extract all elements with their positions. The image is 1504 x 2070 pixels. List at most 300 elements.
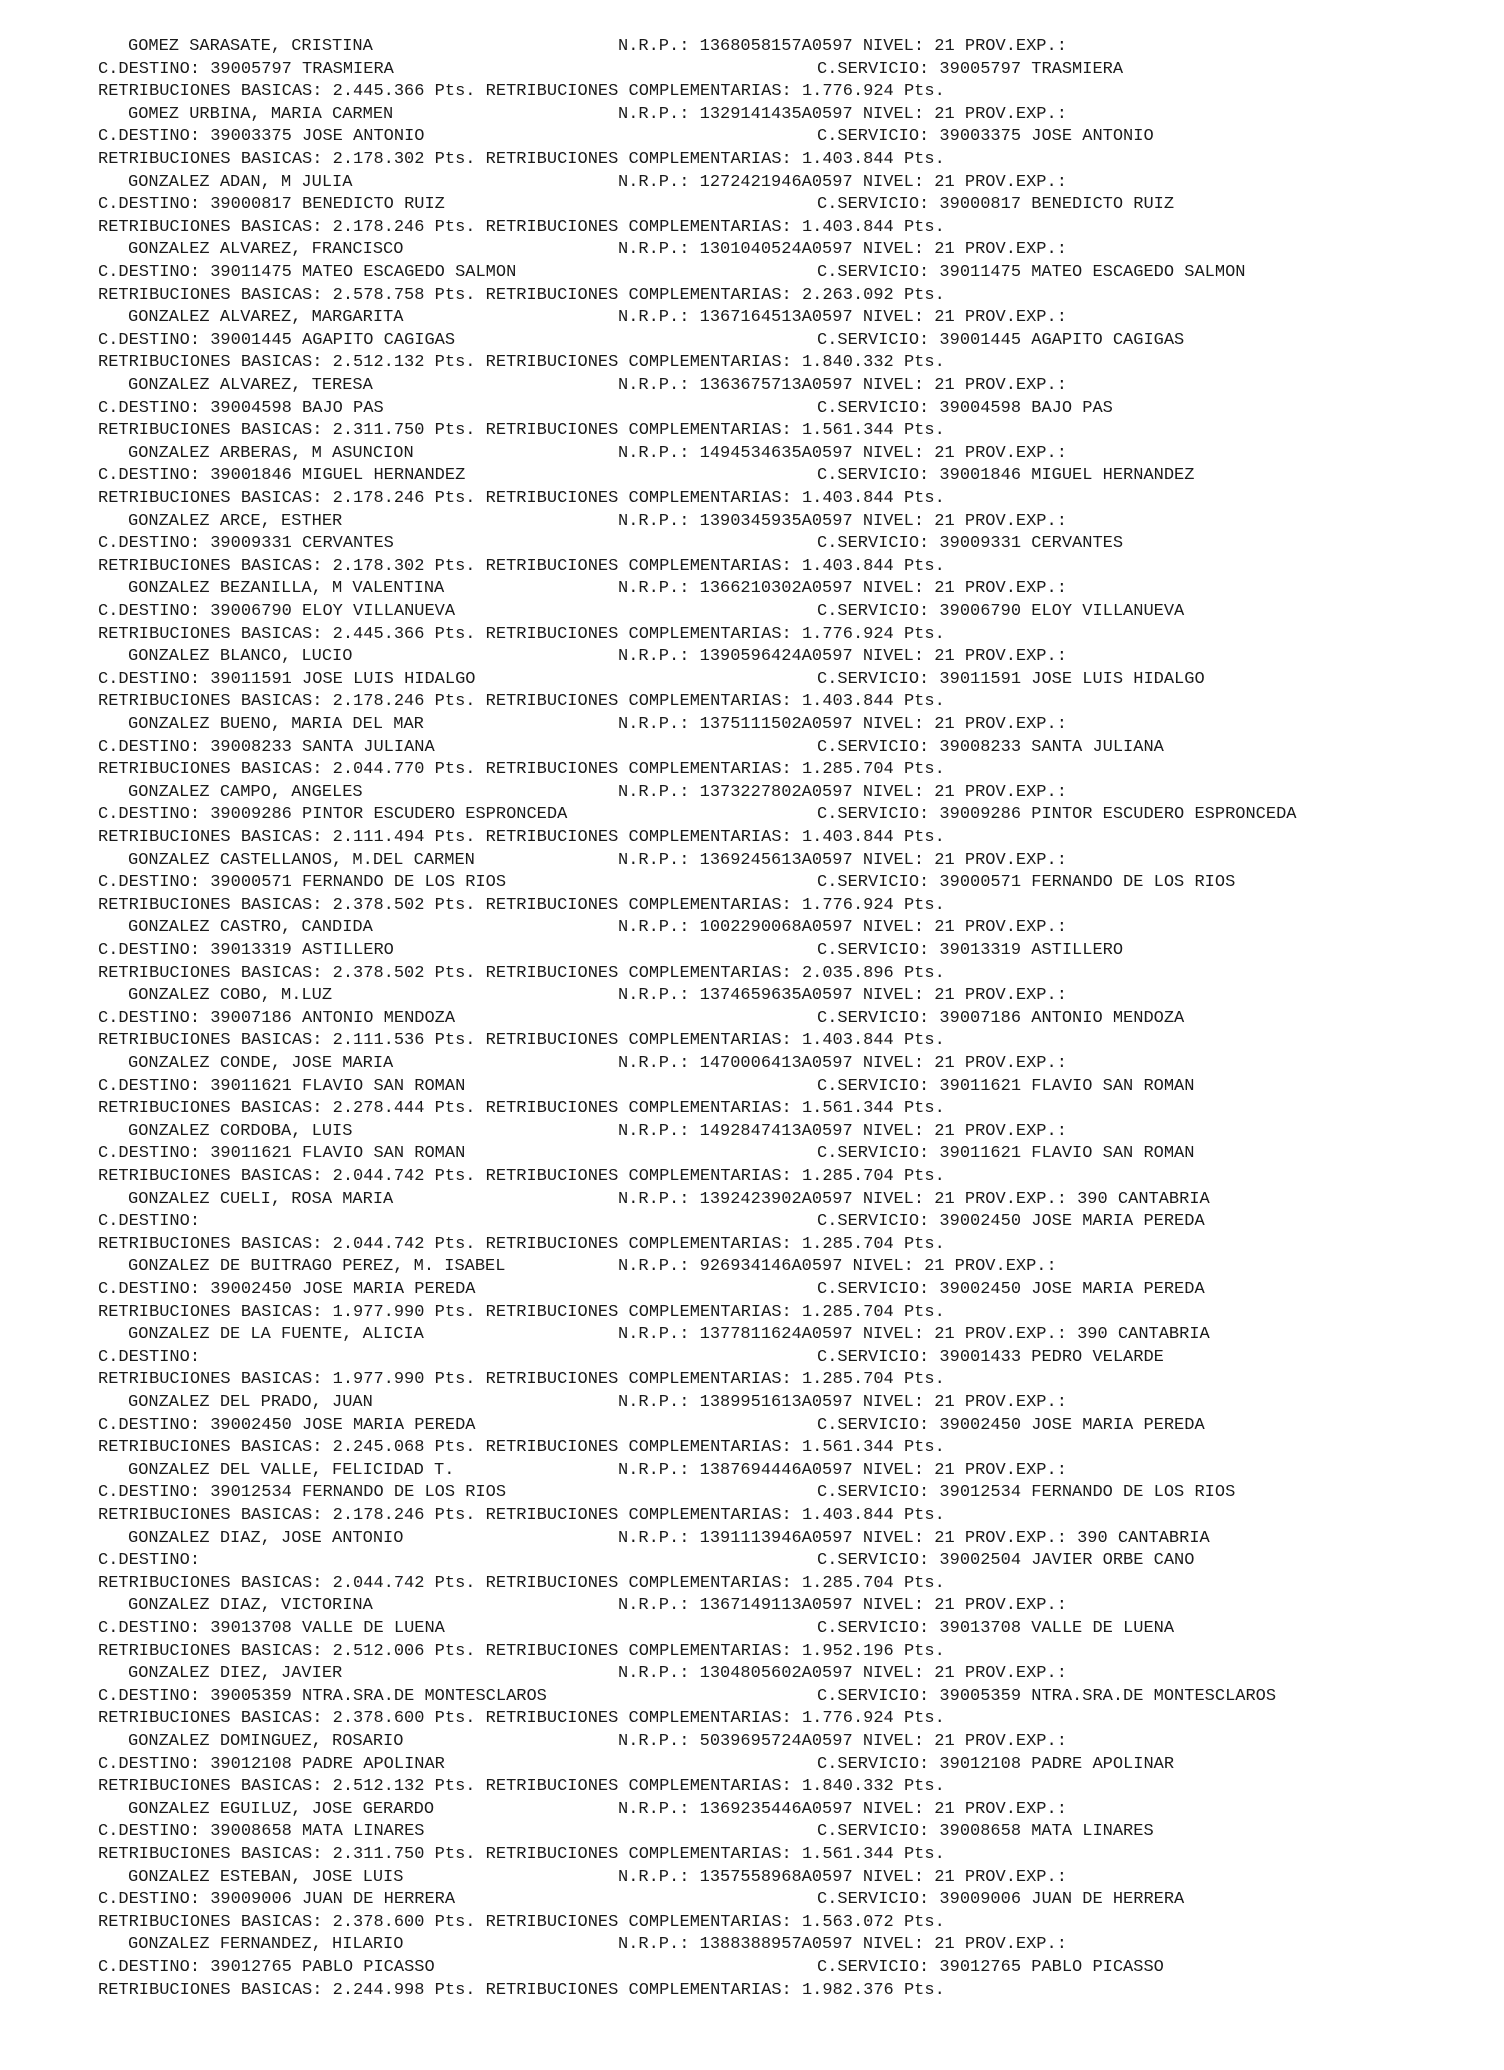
complementarias-label: Pts. RETRIBUCIONES COMPLEMENTARIAS: [424, 1573, 802, 1593]
employee-name: GONZALEZ ALVAREZ, FRANCISCO [128, 240, 404, 260]
nrp-value: 1387694446A0597 [699, 1460, 853, 1480]
prov-label: PROV.EXP.: [954, 1189, 1067, 1209]
complementarias-label: Pts. RETRIBUCIONES COMPLEMENTARIAS: [424, 963, 802, 983]
destino-value: 39012108 PADRE APOLINAR [200, 1754, 445, 1774]
nrp-label: N.R.P.: [618, 1121, 700, 1141]
nivel-value: 21 [934, 1596, 955, 1616]
nrp-nivel-prov [618, 646, 1067, 669]
record-pay-line [0, 1030, 945, 1053]
nrp-nivel-prov [618, 985, 1067, 1008]
complementarias-value: 1.840.332 [801, 353, 894, 373]
prov-value: 390 CANTABRIA [1066, 1189, 1210, 1209]
pts-label: Pts. [893, 1302, 945, 1322]
employee-record [0, 307, 1185, 375]
basicas-value: 2.245.068 [332, 1438, 425, 1458]
basicas-value: 2.278.444 [332, 1099, 425, 1119]
basicas-label: RETRIBUCIONES BASICAS: [98, 827, 333, 847]
prov-label: PROV.EXP.: [954, 1731, 1067, 1751]
employee-record [0, 511, 1124, 579]
record-center-line [0, 262, 1246, 285]
nivel-value: 21 [934, 443, 955, 463]
nivel-value: 21 [934, 1189, 955, 1209]
nrp-value: 1366210302A0597 [699, 579, 853, 599]
record-pay-line [0, 1166, 945, 1189]
servicio-label: C.SERVICIO: [817, 59, 940, 79]
prov-label: PROV.EXP.: [954, 1121, 1067, 1141]
complementarias-label: Pts. RETRIBUCIONES COMPLEMENTARIAS: [424, 421, 802, 441]
basicas-label: RETRIBUCIONES BASICAS: [98, 1166, 333, 1186]
record-header-line [0, 1392, 1067, 1415]
record-center-line [0, 1076, 1195, 1099]
basicas-value: 2.445.366 [332, 82, 425, 102]
record-header-line [0, 578, 1067, 601]
record-header-line [0, 850, 1067, 873]
complementarias-label: Pts. RETRIBUCIONES COMPLEMENTARIAS: [424, 1777, 802, 1797]
basicas-value: 2.311.750 [332, 1844, 425, 1864]
pts-label: Pts. [893, 963, 945, 983]
record-center-line [0, 533, 1124, 556]
nrp-label: N.R.P.: [618, 918, 700, 938]
destino-value: 39009006 JUAN DE HERRERA [200, 1890, 456, 1910]
servicio-value: 39004598 BAJO PAS [939, 398, 1113, 418]
record-center-line [0, 1211, 1205, 1234]
prov-label: PROV.EXP.: [954, 1596, 1067, 1616]
servicio [817, 1957, 1164, 1980]
employee-record [0, 646, 1205, 714]
employee-record [0, 985, 1185, 1053]
destino-label: C.DESTINO: [98, 669, 201, 689]
complementarias-value: 1.285.704 [801, 1234, 894, 1254]
complementarias-label: Pts. RETRIBUCIONES COMPLEMENTARIAS: [424, 488, 802, 508]
pts-label: Pts. [893, 624, 945, 644]
nrp-label: N.R.P.: [618, 714, 700, 734]
prov-label: PROV.EXP.: [954, 918, 1067, 938]
record-header-line [0, 646, 1067, 669]
record-pay-line [0, 1573, 945, 1596]
prov-label: PROV.EXP.: [954, 240, 1067, 260]
servicio [817, 804, 1296, 827]
servicio [817, 126, 1154, 149]
basicas-label: RETRIBUCIONES BASICAS: [98, 1370, 333, 1390]
nivel-value: 21 [934, 1325, 955, 1345]
record-header-line [0, 1934, 1067, 1957]
destino-value: 39006790 ELOY VILLANUEVA [200, 601, 456, 621]
servicio-value: 39011475 MATEO ESCAGEDO SALMON [939, 262, 1246, 282]
nivel-label: NIVEL: [852, 986, 935, 1006]
servicio [817, 1482, 1235, 1505]
employee-record [0, 1256, 1205, 1324]
complementarias-value: 1.561.344 [801, 421, 894, 441]
destino-label: C.DESTINO: [98, 1551, 201, 1571]
destino [98, 465, 465, 488]
basicas-value: 2.311.750 [332, 421, 425, 441]
basicas-value: 2.578.758 [332, 285, 425, 305]
nivel-value: 21 [934, 1121, 955, 1141]
nrp-nivel-prov [618, 782, 1067, 805]
servicio-value: 39011621 FLAVIO SAN ROMAN [939, 1076, 1195, 1096]
prov-label: PROV.EXP.: [954, 308, 1067, 328]
basicas-label: RETRIBUCIONES BASICAS: [98, 1573, 333, 1593]
nivel-label: NIVEL: [852, 1596, 935, 1616]
servicio-value: 39013319 ASTILLERO [939, 940, 1124, 960]
nrp-nivel-prov [618, 1460, 1067, 1483]
prov-label: PROV.EXP.: [954, 1867, 1067, 1887]
employee-record [0, 1528, 1210, 1596]
retribuciones [98, 1708, 945, 1731]
servicio-value: 39005359 NTRA.SRA.DE MONTESCLAROS [939, 1686, 1277, 1706]
basicas-value: 2.178.246 [332, 217, 425, 237]
nivel-value: 21 [934, 918, 955, 938]
nivel-value: 21 [934, 37, 955, 56]
servicio-label: C.SERVICIO: [817, 262, 940, 282]
employee-record [0, 1595, 1175, 1663]
complementarias-value: 1.776.924 [801, 1709, 894, 1729]
nrp-value: 1388388957A0597 [699, 1935, 853, 1955]
nrp-value: 1368058157A0597 [699, 37, 853, 56]
nrp-label: N.R.P.: [618, 986, 700, 1006]
complementarias-value: 1.776.924 [801, 82, 894, 102]
servicio-value: 39009286 PINTOR ESCUDERO ESPRONCEDA [939, 805, 1297, 825]
employee-name: GONZALEZ CONDE, JOSE MARIA [128, 1053, 394, 1073]
nivel-value: 21 [934, 1392, 955, 1412]
basicas-label: RETRIBUCIONES BASICAS: [98, 1302, 333, 1322]
complementarias-value: 1.561.344 [801, 1438, 894, 1458]
record-pay-line [0, 81, 945, 104]
nrp-nivel-prov [618, 850, 1067, 873]
prov-label: PROV.EXP.: [954, 375, 1067, 395]
record-header-line [0, 782, 1067, 805]
nrp-label: N.R.P.: [618, 443, 700, 463]
nrp-nivel-prov [618, 1189, 1210, 1212]
nrp-value: 1373227802A0597 [699, 782, 853, 802]
retribuciones [98, 1098, 945, 1121]
servicio [817, 669, 1205, 692]
nrp-nivel-prov [618, 1663, 1067, 1686]
destino-label: C.DESTINO: [98, 1008, 201, 1028]
servicio [817, 465, 1194, 488]
employee-record [0, 1867, 1185, 1935]
nivel-value: 21 [934, 1460, 955, 1480]
employee-name: GONZALEZ EGUILUZ, JOSE GERARDO [128, 1799, 435, 1819]
record-pay-line [0, 1369, 945, 1392]
record-center-line [0, 194, 1175, 217]
servicio-label: C.SERVICIO: [817, 127, 940, 147]
nivel-label: NIVEL: [852, 1121, 935, 1141]
complementarias-value: 1.285.704 [801, 1573, 894, 1593]
servicio [817, 1211, 1205, 1234]
destino-label: C.DESTINO: [98, 1483, 201, 1503]
retribuciones [98, 895, 945, 918]
pts-label: Pts. [893, 895, 945, 915]
retribuciones [98, 1369, 945, 1392]
pts-label: Pts. [893, 1980, 945, 2000]
destino-value: 39001846 MIGUEL HERNANDEZ [200, 466, 466, 486]
complementarias-label: Pts. RETRIBUCIONES COMPLEMENTARIAS: [424, 1709, 802, 1729]
destino [98, 1686, 547, 1709]
servicio-value: 39001445 AGAPITO CAGIGAS [939, 330, 1185, 350]
retribuciones [98, 1302, 945, 1325]
retribuciones [98, 488, 945, 511]
record-header-line [0, 1799, 1067, 1822]
destino [98, 126, 424, 149]
complementarias-value: 1.403.844 [801, 827, 894, 847]
basicas-label: RETRIBUCIONES BASICAS: [98, 556, 333, 576]
nrp-label: N.R.P.: [618, 1257, 700, 1277]
record-header-line [0, 1663, 1067, 1686]
complementarias-label: Pts. RETRIBUCIONES COMPLEMENTARIAS: [424, 1438, 802, 1458]
complementarias-label: Pts. RETRIBUCIONES COMPLEMENTARIAS: [424, 624, 802, 644]
employee-name: GONZALEZ BLANCO, LUCIO [128, 647, 353, 667]
basicas-label: RETRIBUCIONES BASICAS: [98, 692, 333, 712]
nrp-value: 1304805602A0597 [699, 1664, 853, 1684]
record-center-line [0, 1008, 1185, 1031]
pts-label: Pts. [893, 488, 945, 508]
prov-label: PROV.EXP.: [954, 1664, 1067, 1684]
retribuciones [98, 352, 945, 375]
nrp-value: 1357558968A0597 [699, 1867, 853, 1887]
prov-label: PROV.EXP.: [954, 1053, 1067, 1073]
basicas-label: RETRIBUCIONES BASICAS: [98, 1844, 333, 1864]
record-pay-line [0, 1302, 945, 1325]
basicas-value: 2.378.600 [332, 1709, 425, 1729]
record-header-line [0, 511, 1067, 534]
destino-value: 39005797 TRASMIERA [200, 59, 394, 79]
basicas-value: 2.378.502 [332, 963, 425, 983]
employee-name: GONZALEZ CUELI, ROSA MARIA [128, 1189, 394, 1209]
servicio [817, 533, 1123, 556]
employee-name: GONZALEZ CORDOBA, LUIS [128, 1121, 353, 1141]
nivel-value: 21 [934, 172, 955, 192]
employee-name: GONZALEZ ARCE, ESTHER [128, 511, 343, 531]
pts-label: Pts. [893, 1166, 945, 1186]
nivel-label: NIVEL: [852, 308, 935, 328]
record-pay-line [0, 1980, 945, 2003]
record-center-line [0, 59, 1124, 82]
destino [98, 1889, 455, 1912]
complementarias-label: Pts. RETRIBUCIONES COMPLEMENTARIAS: [424, 1302, 802, 1322]
record-header-line [0, 917, 1067, 940]
basicas-label: RETRIBUCIONES BASICAS: [98, 82, 333, 102]
prov-label: PROV.EXP.: [954, 172, 1067, 192]
nrp-label: N.R.P.: [618, 1799, 700, 1819]
basicas-value: 2.244.998 [332, 1980, 425, 2000]
record-center-line [0, 940, 1124, 963]
record-pay-line [0, 149, 945, 172]
nivel-label: NIVEL: [852, 579, 935, 599]
nrp-nivel-prov [618, 104, 1067, 127]
employee-record [0, 443, 1195, 511]
basicas-value: 2.178.302 [332, 149, 425, 169]
servicio-value: 39012534 FERNANDO DE LOS RIOS [939, 1483, 1236, 1503]
retribuciones [98, 556, 945, 579]
employee-name: GONZALEZ CAMPO, ANGELES [128, 782, 363, 802]
prov-label: PROV.EXP.: [954, 104, 1067, 124]
basicas-label: RETRIBUCIONES BASICAS: [98, 488, 333, 508]
retribuciones [98, 759, 945, 782]
complementarias-value: 1.952.196 [801, 1641, 894, 1661]
nrp-label: N.R.P.: [618, 647, 700, 667]
nrp-nivel-prov [618, 172, 1067, 195]
record-pay-line [0, 1708, 945, 1731]
complementarias-label: Pts. RETRIBUCIONES COMPLEMENTARIAS: [424, 1980, 802, 2000]
nrp-value: 1492847413A0597 [699, 1121, 853, 1141]
basicas-label: RETRIBUCIONES BASICAS: [98, 1438, 333, 1458]
record-header-line [0, 1460, 1067, 1483]
nivel-label: NIVEL: [852, 1799, 935, 1819]
pts-label: Pts. [893, 217, 945, 237]
basicas-label: RETRIBUCIONES BASICAS: [98, 149, 333, 169]
basicas-value: 2.178.246 [332, 692, 425, 712]
destino-value: 39012765 PABLO PICASSO [200, 1957, 435, 1977]
employee-name: GONZALEZ COBO, M.LUZ [128, 986, 333, 1006]
nivel-label: NIVEL: [852, 37, 935, 56]
prov-label: PROV.EXP.: [954, 37, 1067, 56]
nrp-nivel-prov [618, 1934, 1067, 1957]
basicas-value: 1.977.990 [332, 1302, 425, 1322]
employee-name: GONZALEZ DIEZ, JAVIER [128, 1664, 343, 1684]
retribuciones [98, 1234, 945, 1257]
destino [98, 1754, 445, 1777]
nrp-value: 1390596424A0597 [699, 647, 853, 667]
complementarias-label: Pts. RETRIBUCIONES COMPLEMENTARIAS: [424, 556, 802, 576]
servicio-value: 39007186 ANTONIO MENDOZA [939, 1008, 1185, 1028]
complementarias-label: Pts. RETRIBUCIONES COMPLEMENTARIAS: [424, 760, 802, 780]
record-header-line [0, 1256, 1057, 1279]
employee-record [0, 1189, 1210, 1257]
complementarias-value: 1.403.844 [801, 488, 894, 508]
servicio [817, 601, 1184, 624]
servicio-value: 39008658 MATA LINARES [939, 1822, 1154, 1842]
destino [98, 872, 506, 895]
pts-label: Pts. [893, 827, 945, 847]
complementarias-value: 1.403.844 [801, 149, 894, 169]
nivel-label: NIVEL: [842, 1257, 925, 1277]
nivel-value: 21 [934, 1799, 955, 1819]
destino-value: 39009286 PINTOR ESCUDERO ESPRONCEDA [200, 805, 568, 825]
destino [98, 194, 445, 217]
retribuciones [98, 1912, 945, 1935]
nrp-value: 1374659635A0597 [699, 986, 853, 1006]
nivel-label: NIVEL: [852, 1460, 935, 1480]
record-center-line [0, 1754, 1175, 1777]
nrp-value: 1390345935A0597 [699, 511, 853, 531]
record-pay-line [0, 285, 945, 308]
employee-name: GONZALEZ BEZANILLA, M VALENTINA [128, 579, 445, 599]
servicio-label: C.SERVICIO: [817, 1618, 940, 1638]
nrp-value: 1389951613A0597 [699, 1392, 853, 1412]
employee-name: GONZALEZ ALVAREZ, TERESA [128, 375, 373, 395]
record-center-line [0, 1143, 1195, 1166]
nrp-label: N.R.P.: [618, 1325, 700, 1345]
destino-label: C.DESTINO: [98, 1347, 201, 1367]
prov-label: PROV.EXP.: [954, 1325, 1067, 1345]
record-center-line [0, 804, 1297, 827]
retribuciones [98, 149, 945, 172]
prov-label: PROV.EXP.: [954, 1528, 1067, 1548]
destino-value: 39009331 CERVANTES [200, 534, 394, 554]
nivel-value: 21 [934, 1053, 955, 1073]
basicas-value: 2.512.132 [332, 1777, 425, 1797]
nrp-label: N.R.P.: [618, 850, 700, 870]
nrp-nivel-prov [618, 1799, 1067, 1822]
nrp-nivel-prov [618, 443, 1067, 466]
retribuciones [98, 1641, 945, 1664]
destino [98, 1482, 506, 1505]
record-header-line [0, 104, 1067, 127]
record-pay-line [0, 1776, 945, 1799]
nrp-value: 1391113946A0597 [699, 1528, 853, 1548]
record-header-line [0, 1189, 1210, 1212]
prov-label: PROV.EXP.: [954, 1799, 1067, 1819]
prov-label: PROV.EXP.: [954, 511, 1067, 531]
basicas-value: 2.044.770 [332, 760, 425, 780]
servicio [817, 262, 1245, 285]
employee-name: GOMEZ SARASATE, CRISTINA [128, 37, 373, 56]
servicio-label: C.SERVICIO: [817, 1008, 940, 1028]
basicas-value: 2.178.246 [332, 1505, 425, 1525]
servicio-label: C.SERVICIO: [817, 737, 940, 757]
servicio [817, 1415, 1205, 1438]
employee-name: GONZALEZ BUENO, MARIA DEL MAR [128, 714, 424, 734]
servicio-label: C.SERVICIO: [817, 1551, 940, 1571]
complementarias-value: 1.403.844 [801, 692, 894, 712]
record-center-line [0, 1618, 1175, 1641]
servicio [817, 1347, 1164, 1370]
complementarias-value: 1.561.344 [801, 1099, 894, 1119]
nrp-nivel-prov [618, 1256, 1057, 1279]
basicas-value: 2.044.742 [332, 1573, 425, 1593]
record-pay-line [0, 556, 945, 579]
prov-label: PROV.EXP.: [954, 1392, 1067, 1412]
nrp-label: N.R.P.: [618, 1053, 700, 1073]
record-center-line [0, 1415, 1205, 1438]
nrp-label: N.R.P.: [618, 37, 700, 56]
prov-label: PROV.EXP.: [954, 714, 1067, 734]
servicio [817, 398, 1113, 421]
record-pay-line [0, 1437, 945, 1460]
nrp-label: N.R.P.: [618, 1528, 700, 1548]
pts-label: Pts. [893, 82, 945, 102]
pts-label: Pts. [893, 1573, 945, 1593]
destino [98, 1415, 475, 1438]
destino-value: 39007186 ANTONIO MENDOZA [200, 1008, 456, 1028]
basicas-label: RETRIBUCIONES BASICAS: [98, 421, 333, 441]
nrp-value: 1367164513A0597 [699, 308, 853, 328]
nrp-nivel-prov [618, 578, 1067, 601]
servicio-label: C.SERVICIO: [817, 940, 940, 960]
servicio-label: C.SERVICIO: [817, 398, 940, 418]
servicio-value: 39001433 PEDRO VELARDE [939, 1347, 1164, 1367]
pts-label: Pts. [893, 1844, 945, 1864]
complementarias-label: Pts. RETRIBUCIONES COMPLEMENTARIAS: [424, 1370, 802, 1390]
employee-name: GONZALEZ DIAZ, VICTORINA [128, 1596, 373, 1616]
employee-name: GONZALEZ DIAZ, JOSE ANTONIO [128, 1528, 404, 1548]
servicio-label: C.SERVICIO: [817, 669, 940, 689]
nrp-label: N.R.P.: [618, 782, 700, 802]
servicio-value: 39005797 TRASMIERA [939, 59, 1124, 79]
nrp-label: N.R.P.: [618, 1189, 700, 1209]
record-center-line [0, 601, 1185, 624]
nivel-value: 21 [934, 240, 955, 260]
nivel-label: NIVEL: [852, 1189, 935, 1209]
servicio-label: C.SERVICIO: [817, 601, 940, 621]
pts-label: Pts. [893, 1777, 945, 1797]
nrp-value: 1375111502A0597 [699, 714, 853, 734]
servicio-label: C.SERVICIO: [817, 1415, 940, 1435]
employee-record [0, 104, 1154, 172]
employee-name: GONZALEZ ADAN, M JULIA [128, 172, 353, 192]
basicas-label: RETRIBUCIONES BASICAS: [98, 1641, 333, 1661]
